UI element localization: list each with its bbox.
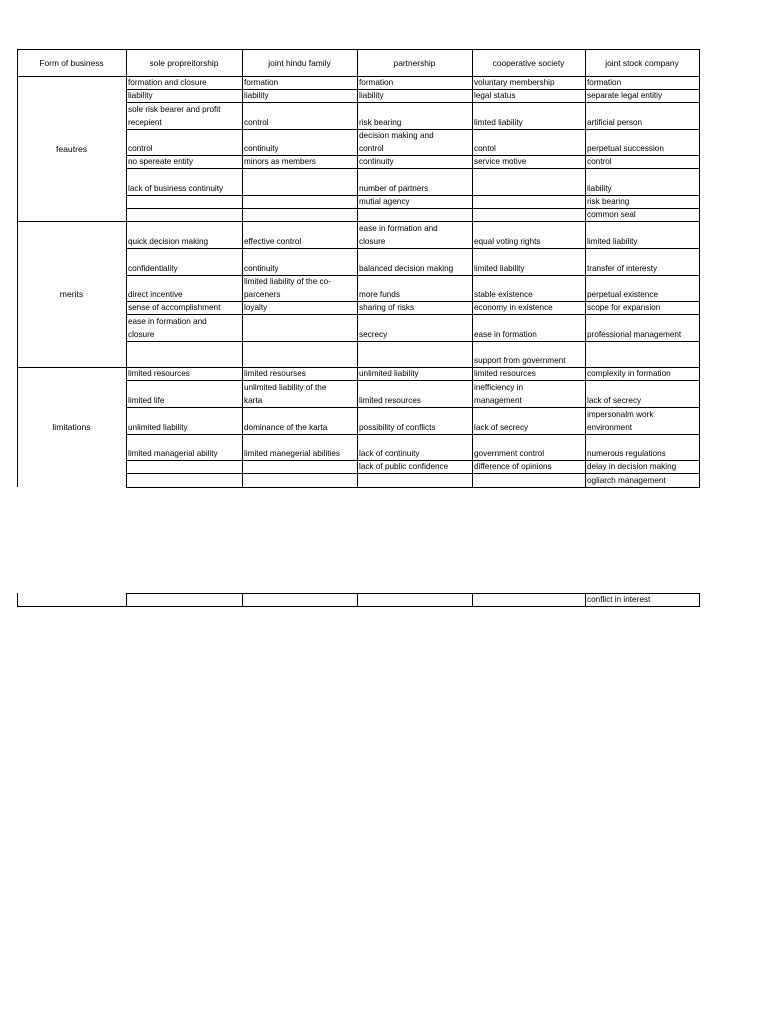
row-border bbox=[126, 195, 700, 196]
table-cell: continuity bbox=[244, 264, 279, 273]
table-cell: limited resources bbox=[474, 369, 536, 378]
row-border bbox=[126, 89, 700, 90]
table-cell: service motive bbox=[474, 157, 527, 166]
table-cell: direct incentive bbox=[128, 290, 183, 299]
column-border bbox=[126, 76, 127, 488]
header-column-border bbox=[585, 49, 586, 76]
table-cell: limited resourses bbox=[244, 369, 306, 378]
left-border bbox=[17, 76, 18, 487]
column-header: Form of business bbox=[39, 57, 104, 68]
table-cell: quick decision making bbox=[128, 237, 209, 246]
table-cell: lack of secrecy bbox=[474, 423, 529, 432]
table-cell: scope for expansion bbox=[587, 303, 661, 312]
table-cell: contol bbox=[474, 144, 496, 153]
extra-column-border bbox=[126, 593, 127, 607]
table-cell: minors as members bbox=[244, 157, 316, 166]
row-border bbox=[126, 248, 700, 249]
extra-column-border bbox=[585, 593, 586, 607]
row-border bbox=[126, 473, 700, 474]
table-cell: no spereate entity bbox=[128, 157, 194, 166]
table-cell: decision making and control bbox=[359, 131, 434, 153]
table-cell: ogliarch management bbox=[587, 476, 666, 485]
table-cell: limted liability bbox=[474, 118, 523, 127]
header-column-border bbox=[126, 49, 127, 76]
column-header: cooperative society bbox=[492, 57, 565, 68]
table-cell: ease in formation bbox=[474, 330, 537, 339]
table-cell: limited liability of the co- parceners bbox=[244, 277, 331, 299]
column-header: sole propreitorship bbox=[149, 57, 219, 68]
table-cell: delay in decision making bbox=[587, 462, 677, 471]
column-header: joint hindu family bbox=[268, 57, 331, 68]
header-bottom-border bbox=[17, 76, 700, 77]
extra-column-border bbox=[242, 593, 243, 607]
table-cell: stable existence bbox=[474, 290, 533, 299]
section-label-merits: merits bbox=[59, 289, 84, 299]
column-border bbox=[357, 76, 358, 488]
table-cell: control bbox=[244, 118, 269, 127]
table-cell: numerous regulations bbox=[587, 449, 666, 458]
table-cell: limited resources bbox=[359, 396, 421, 405]
table-cell: control bbox=[587, 157, 612, 166]
extra-left-border bbox=[17, 593, 18, 606]
table-cell: artificial person bbox=[587, 118, 643, 127]
table-cell: formation and closure bbox=[128, 78, 207, 87]
row-border bbox=[126, 275, 700, 276]
row-border bbox=[126, 155, 700, 156]
table-cell: formation bbox=[587, 78, 622, 87]
table-cell: limited managerial ability bbox=[128, 449, 218, 458]
section-border bbox=[17, 221, 700, 222]
table-cell: perpetual existence bbox=[587, 290, 659, 299]
row-border bbox=[126, 460, 700, 461]
table-cell: difference of opinions bbox=[474, 462, 552, 471]
table-cell: sharing of risks bbox=[359, 303, 415, 312]
section-label-limitations: limitations bbox=[52, 422, 91, 432]
extra-column-border bbox=[357, 593, 358, 607]
table-cell: possibility of conflicts bbox=[359, 423, 436, 432]
table-cell: professional management bbox=[587, 330, 682, 339]
table-cell: unlimited liability of the karta bbox=[244, 383, 327, 405]
table-cell: dominance of the karta bbox=[244, 423, 328, 432]
column-border bbox=[242, 76, 243, 488]
table-cell: liability bbox=[244, 91, 269, 100]
table-cell: voluntary membership bbox=[474, 78, 555, 87]
table-cell: limited liability bbox=[474, 264, 525, 273]
table-cell: secrecy bbox=[359, 330, 388, 339]
table-cell: mutial agency bbox=[359, 197, 410, 206]
table-cell: sole risk bearer and profit recepient bbox=[128, 105, 221, 127]
column-header: partnership bbox=[393, 57, 436, 68]
table-cell: loyalty bbox=[244, 303, 268, 312]
row-border bbox=[126, 341, 700, 342]
column-header: joint stock company bbox=[605, 57, 679, 68]
table-cell: transfer of interesty bbox=[587, 264, 658, 273]
row-border bbox=[126, 380, 700, 381]
extra-column-border bbox=[472, 593, 473, 607]
row-border bbox=[126, 168, 700, 169]
header-column-border bbox=[242, 49, 243, 76]
row-border bbox=[126, 301, 700, 302]
header-column-border bbox=[699, 49, 700, 76]
table-cell: conflict in interest bbox=[587, 595, 651, 604]
header-column-border bbox=[357, 49, 358, 76]
table-cell: balanced decision making bbox=[359, 264, 454, 273]
table-cell: ease in formation and closure bbox=[359, 224, 438, 246]
table-cell: impersonalm work environment bbox=[587, 410, 654, 432]
table-cell: limited resources bbox=[128, 369, 190, 378]
column-border bbox=[699, 76, 700, 488]
table-cell: continuity bbox=[359, 157, 394, 166]
table-cell: ease in formation and closure bbox=[128, 317, 207, 339]
table-cell: liability bbox=[587, 184, 612, 193]
extra-column-border bbox=[699, 593, 700, 607]
table-cell: lack of public confidence bbox=[359, 462, 449, 471]
table-cell: limited liability bbox=[587, 237, 638, 246]
table-cell: separate legal entitiy bbox=[587, 91, 663, 100]
header-top-border bbox=[17, 49, 700, 50]
extra-row-bottom-border bbox=[17, 606, 700, 607]
section-border bbox=[17, 367, 700, 368]
table-cell: number of partners bbox=[359, 184, 429, 193]
table-cell: complexity in formation bbox=[587, 369, 671, 378]
table-cell: formation bbox=[244, 78, 279, 87]
row-border bbox=[126, 314, 700, 315]
table-cell: support from government bbox=[474, 356, 566, 365]
row-border bbox=[126, 129, 700, 130]
column-border bbox=[472, 76, 473, 488]
table-cell: formation bbox=[359, 78, 394, 87]
table-cell: liability bbox=[128, 91, 153, 100]
table-cell: lack of continuity bbox=[359, 449, 420, 458]
table-cell: effective control bbox=[244, 237, 302, 246]
table-cell: equal voting rights bbox=[474, 237, 541, 246]
table-cell: continuity bbox=[244, 144, 279, 153]
section-label-features: feautres bbox=[55, 143, 88, 154]
row-border bbox=[126, 487, 700, 488]
row-border bbox=[126, 407, 700, 408]
column-border bbox=[585, 76, 586, 488]
table-cell: limited life bbox=[128, 396, 165, 405]
table-cell: sense of accomplishment bbox=[128, 303, 221, 312]
table-cell: economy in existence bbox=[474, 303, 553, 312]
table-cell: risk bearing bbox=[587, 197, 630, 206]
table-cell: common seal bbox=[587, 210, 636, 219]
table-cell: unlimited liability bbox=[359, 369, 419, 378]
row-border bbox=[126, 102, 700, 103]
header-column-border bbox=[472, 49, 473, 76]
table-cell: more funds bbox=[359, 290, 400, 299]
table-cell: lack of secrecy bbox=[587, 396, 642, 405]
row-border bbox=[126, 434, 700, 435]
table-cell: government control bbox=[474, 449, 545, 458]
table-cell: perpetual succession bbox=[587, 144, 664, 153]
extra-row-top-border bbox=[126, 593, 700, 594]
table-cell: risk bearing bbox=[359, 118, 402, 127]
table-cell: confidentiality bbox=[128, 264, 178, 273]
table-cell: limited manegerial abilities bbox=[244, 449, 341, 458]
table-cell: legal status bbox=[474, 91, 516, 100]
table-cell: inefficiency in management bbox=[474, 383, 524, 405]
row-border bbox=[126, 208, 700, 209]
table-cell: liability bbox=[359, 91, 384, 100]
table-cell: lack of business continuity bbox=[128, 184, 224, 193]
table-cell: control bbox=[128, 144, 153, 153]
header-column-border bbox=[17, 49, 18, 76]
table-cell: unlimited liability bbox=[128, 423, 188, 432]
